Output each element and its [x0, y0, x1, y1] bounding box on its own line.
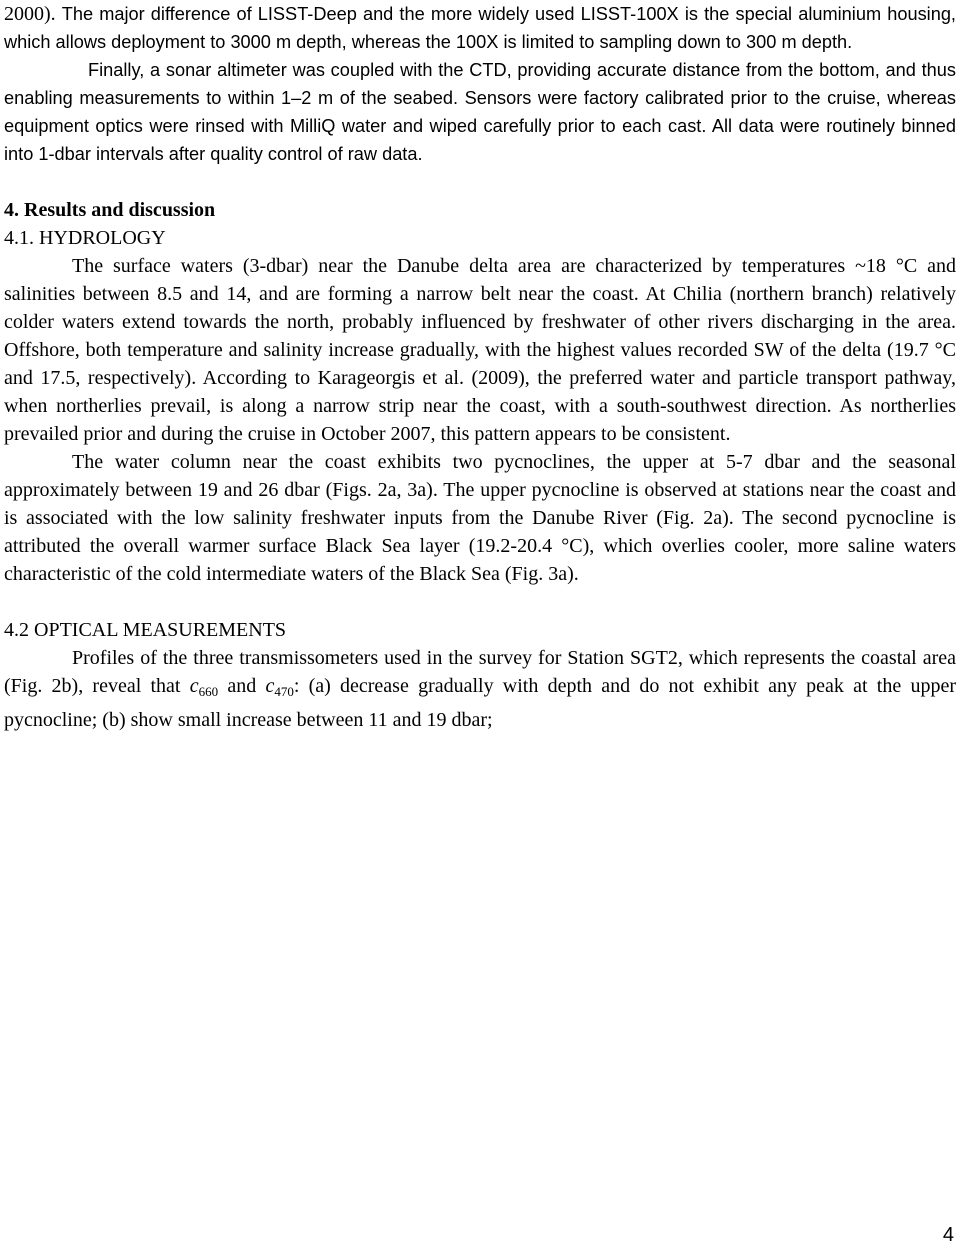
- subsection-heading-optical: 4.2 OPTICAL MEASUREMENTS: [4, 619, 287, 641]
- paragraph-optical-text: Profiles of the three transmissometers used in the survey for Station SGT2, which represents the coastal area (Fig. 2b), reveal that: [4, 647, 956, 697]
- page-number: 4: [942, 1224, 954, 1246]
- paragraph-altimeter: [4, 56, 956, 168]
- section-heading-results: 4. Results and discussion: [4, 199, 216, 221]
- subsection-heading-hydrology: 4.1. HYDROLOGY: [4, 227, 166, 249]
- paragraph-altimeter-first: Finally, a sonar altimeter was coupled with the CTD, providing accurate distance from the bottom, and thus enabling measurements to within 1–2 m of the seabed.: [4, 60, 956, 108]
- paragraph-lisst-body: The major difference of LISST-Deep and the more widely used LISST-100X is the special aluminium housing, which allows deployment to 3000 m depth, whereas the 100X is limited to sampling down to 300 m depth.: [4, 4, 956, 52]
- spacer: [4, 588, 956, 616]
- paragraph-optical-profiles: [4, 644, 956, 734]
- conjunction-and: and: [218, 675, 266, 697]
- symbol-c470: c: [265, 675, 275, 697]
- paragraph-lisst-citation: 2000).: [4, 3, 62, 25]
- paragraph-water-column: The water column near the coast exhibits two pycnoclines, the upper at 5-7 dbar and the seasonal approximately between 19 and 26 dbar (Figs. 2a, 3a). The upper pycnocline is observed at stations near the coast and is associated with the low salinity freshwater inputs from the Danube River (Fig. 2a). The second pycnocline is attributed the overall warmer surface Black Sea layer (19.2-20.4 °C), which overlies cooler, more saline waters characteristic of the cold intermediate waters of the Black Sea (Fig. 3a).: [4, 451, 956, 585]
- paragraph-altimeter-rest: Sensors were factory calibrated prior to the cruise, whereas equipment optics were rinsed with MilliQ water and wiped carefully prior to each cast. All data were routinely binned into 1-dbar intervals after quality control of raw data.: [4, 88, 956, 164]
- spacer: [4, 168, 956, 196]
- subscript-470: 470: [274, 684, 294, 699]
- document-page: [4, 0, 956, 734]
- paragraph-surface-waters: The surface waters (3-dbar) near the Danube delta area are characterized by temperatures ~18 °C and salinities between 8.5 and 14, and are forming a narrow belt near the coast. At Chilia (northern branch) relatively colder waters extend towards the north, probably influenced by freshwater of other rivers discharging in the area. Offshore, both temperature and salinity increase gradually, with the highest values recorded SW of the delta (19.7 °C and 17.5, respectively). According to Karageorgis et al. (2009), the preferred water and particle transport pathway, when northerlies prevail, is along a narrow strip near the coast, with a south-southwest direction. As northerlies prevailed prior and during the cruise in October 2007, this pattern appears to be consistent.: [4, 255, 956, 445]
- paragraph-lisst: [4, 0, 956, 56]
- symbol-c660: c: [189, 675, 199, 697]
- subscript-660: 660: [198, 684, 219, 699]
- paragraph-optical-text-end: : (a) decrease gradually with depth and do not exhibit any peak at the upper pycnocline; (b) show small increase between 11 and 19 dbar;: [4, 675, 956, 731]
